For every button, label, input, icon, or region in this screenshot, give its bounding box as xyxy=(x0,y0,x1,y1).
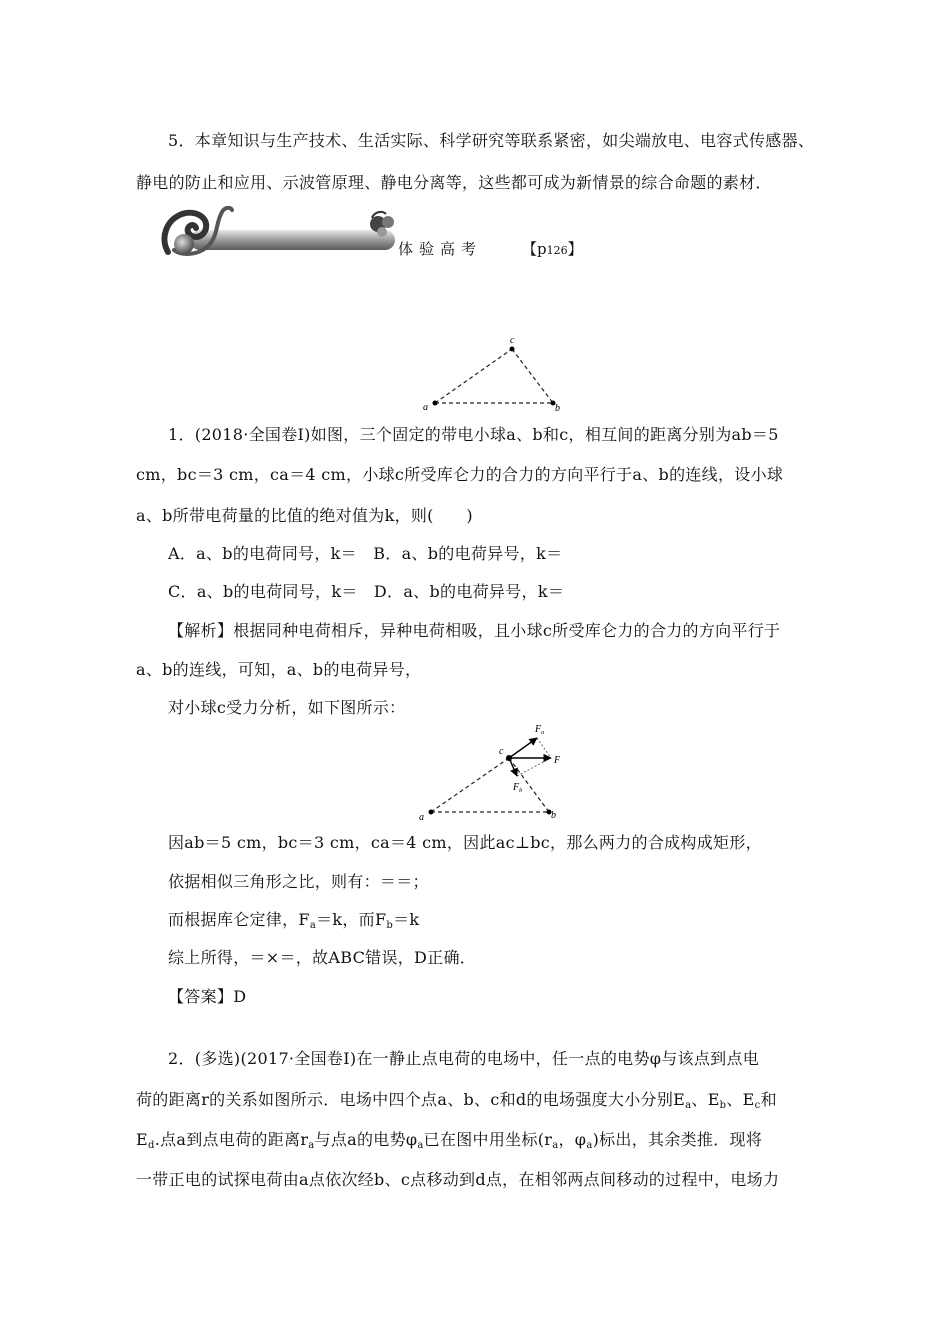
q1-analysis-2: a、b的连线，可知，a、b的电荷异号， xyxy=(136,660,422,679)
analysis6-pre: 而根据库仑定律，F xyxy=(168,910,310,929)
page-ref-open: 【p xyxy=(522,240,547,258)
analysis6-sub-a: a xyxy=(309,920,317,931)
q2-line-2 xyxy=(136,1087,777,1111)
label-b-2: b xyxy=(551,810,556,821)
q1-analysis-6 xyxy=(168,907,419,931)
analysis6-post: ＝k xyxy=(393,910,420,929)
q2-l3-m3: 已在图中用坐标(r xyxy=(423,1130,553,1149)
q2-line-3 xyxy=(136,1127,762,1151)
q1-option-cd: C．a、b的电荷同号，k＝ D．a、b的电荷异号，k＝ xyxy=(168,582,565,601)
q2-l2-post: 和 xyxy=(760,1090,777,1109)
q1-analysis-7: 综上所得，＝×＝，故ABC错误，D正确． xyxy=(168,948,477,967)
point-c-2 xyxy=(506,755,512,761)
label-a-2: a xyxy=(419,812,424,822)
q2-l3-post: )标出，其余类推．现将 xyxy=(592,1130,763,1149)
q2-l3-sub-3: a xyxy=(417,1140,424,1151)
q2-l2-m2: 、E xyxy=(726,1090,755,1109)
label-fb-main: F xyxy=(513,782,520,793)
q1-line-1: 1．(2018·全国卷Ⅰ)如图，三个固定的带电小球a、b和c，相互间的距离分别为ab＝5 xyxy=(168,425,779,444)
force-fa-arrow xyxy=(509,738,537,758)
label-c: c xyxy=(510,335,515,346)
q2-l2-pre: 荷的距离r的关系如图所示．电场中四个点a、b、c和d的电场强度大小分别E xyxy=(136,1090,686,1109)
label-fa-main: F xyxy=(535,724,542,735)
point-c xyxy=(510,347,515,352)
triangle-figure-1 xyxy=(415,330,565,412)
page-reference xyxy=(522,238,583,259)
q2-l3-pre: E xyxy=(136,1130,148,1149)
analysis6-sub-b: b xyxy=(386,920,394,931)
q1-analysis-4: 因ab＝5 cm，bc＝3 cm，ca＝4 cm，因此ac⊥bc，那么两力的合成构成矩形， xyxy=(168,833,762,852)
q2-l3-sub-2: a xyxy=(308,1140,315,1151)
label-fb-sub: b xyxy=(519,788,523,794)
q2-l2-sub-a: a xyxy=(685,1100,692,1111)
q2-l2-m1: 、E xyxy=(691,1090,720,1109)
q1-analysis-1: 【解析】根据同种电荷相斥，异种电荷相吸，且小球c所受库仑力的合力的方向平行于 xyxy=(168,621,781,640)
q1-line-2: cm，bc＝3 cm，ca＝4 cm，小球c所受库仑力的合力的方向平行于a、b的连线，设小球 xyxy=(136,465,784,484)
point-a xyxy=(433,401,438,406)
page-ref-number: 126 xyxy=(546,244,568,257)
label-fb xyxy=(512,782,522,794)
section-banner-graphic xyxy=(160,200,400,264)
page-ref-close: 】 xyxy=(567,240,583,258)
q2-l3-m1: .点a到点电荷的距离r xyxy=(154,1130,309,1149)
q2-l2-sub-b: b xyxy=(719,1100,727,1111)
label-fa-sub: a xyxy=(541,730,545,736)
label-fa xyxy=(534,724,544,736)
label-b: b xyxy=(555,403,560,412)
analysis6-mid: ＝k，而F xyxy=(316,910,387,929)
label-f: F xyxy=(554,755,561,766)
q1-answer: 【答案】D xyxy=(168,987,247,1006)
intro-line-2: 静电的防止和应用、示波管原理、静电分离等，这些都可成为新情景的综合命题的素材． xyxy=(136,173,772,192)
label-c-2: c xyxy=(499,746,504,757)
intro-line-1: 5．本章知识与生产技术、生活实际、科学研究等联系紧密，如尖端放电、电容式传感器、 xyxy=(168,131,815,150)
q2-l2-sub-c: c xyxy=(754,1100,761,1111)
q2-l3-sub-5: a xyxy=(586,1140,593,1151)
q2-l3-sub-4: a xyxy=(552,1140,559,1151)
section-title: 体验高考 xyxy=(398,240,483,258)
q2-line-4: 一带正电的试探电荷由a点依次经b、c点移动到d点，在相邻两点间移动的过程中，电场力 xyxy=(136,1170,780,1189)
q2-l3-m2: 与点a的电势φ xyxy=(314,1130,418,1149)
q2-l3-sub-1: d xyxy=(147,1140,155,1151)
point-a-2 xyxy=(429,810,434,815)
force-diagram-figure-2 xyxy=(415,718,575,822)
q1-option-ab: A．a、b的电荷同号，k＝ B．a、b的电荷异号，k＝ xyxy=(168,544,563,563)
q1-line-3: a、b所带电荷量的比值的绝对值为k，则( ) xyxy=(136,506,473,525)
q2-l3-m4: ，φ xyxy=(558,1130,587,1149)
label-a: a xyxy=(423,402,428,412)
q1-analysis-5: 依据相似三角形之比，则有：＝＝； xyxy=(168,872,429,891)
q1-analysis-3: 对小球c受力分析，如下图所示： xyxy=(168,698,406,717)
q2-line-1: 2．(多选)(2017·全国卷Ⅰ)在一静止点电荷的电场中，任一点的电势φ与该点到点电 xyxy=(168,1049,760,1068)
